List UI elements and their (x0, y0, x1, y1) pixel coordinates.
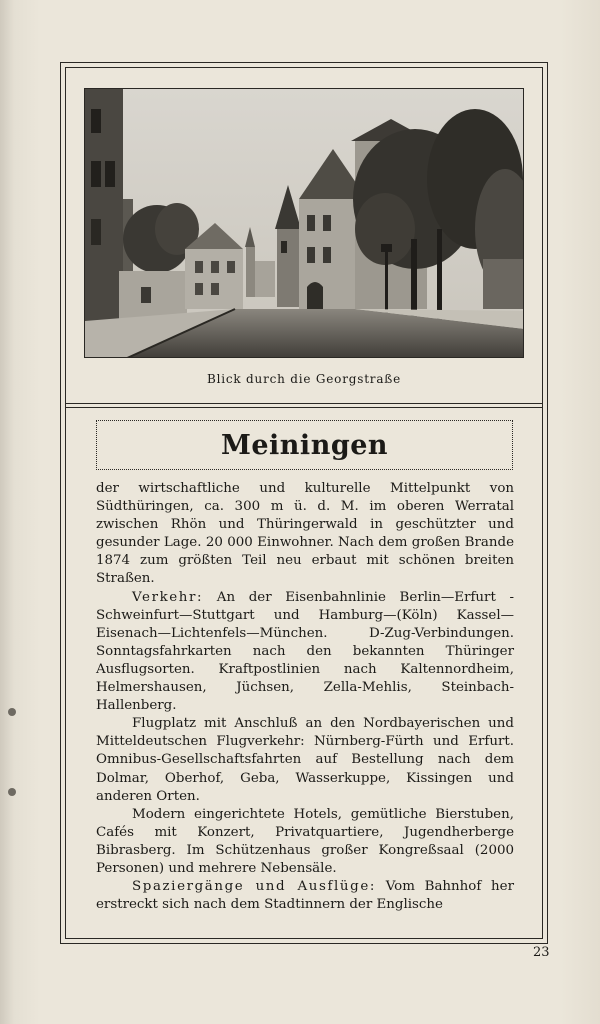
paragraph (96, 480, 514, 589)
paragraph-text: der wirtschaftliche und kulturelle Mittelpunkt von Südthüringen, ca. 300 m ü. d. M. im oberen Werratal zwischen Rhön und Thüringerwald in geschützter und gesunder Lage. 20 000 Einwohner. Nach dem großen Brande 1874 zum größten Teil neu erbaut mit schönen breiten Straßen. (96, 481, 514, 587)
page-title: Meiningen (220, 429, 389, 461)
body-text (96, 480, 514, 914)
page-number: 23 (533, 945, 550, 960)
paragraph-text: An der Eisenbahnlinie Berlin—Erfurt - Schweinfurt—Stuttgart und Hamburg—(Köln) Kassel—Eisenach—Lichtenfels—München. D-Zug-Verbindungen. Sonntagsfahrkarten nach den bekannten Thüringer Ausflugsorten. Kraftpostlinien nach Kaltennordheim, Helmershausen, Jüchsen, Zella-Mehlis, Steinbach-Hallenberg. (96, 589, 514, 714)
street-photo (84, 88, 524, 358)
section-divider (65, 403, 543, 408)
title-frame (96, 420, 513, 470)
street-photo-icon (85, 89, 524, 358)
paragraph (96, 806, 514, 878)
paragraph (96, 589, 514, 716)
photo-caption: Blick durch die Georgstraße (206, 372, 402, 386)
paragraph (96, 878, 514, 914)
binding-hole (8, 708, 16, 716)
binding-hole (8, 788, 16, 796)
paragraph-text: Modern eingerichtete Hotels, gemütliche Bierstuben, Cafés mit Konzert, Privatquartiere, Jugendherberge Bibrasberg. Im Schützenhaus großer Kongreßsaal (2000 Personen) und mehrere Nebensäle. (96, 806, 514, 876)
paragraph-lead: Spaziergänge und Ausflüge: (132, 879, 376, 895)
paragraph-lead: Verkehr: (132, 589, 204, 605)
paragraph-text: Vom Bahnhof her erstreckt sich nach dem Stadtinnern der Englische (96, 879, 514, 913)
paragraph (96, 715, 514, 805)
paragraph-text: Flugplatz mit Anschluß an den Nordbayerischen und Mitteldeutschen Flugverkehr: Nürnberg-Fürth und Erfurt. Omnibus-Gesellschaftsfahrten auf Bestellung nach dem Dolmar, Oberhof, Geba, Wasserkuppe, Kissingen und anderen Orten. (96, 716, 514, 804)
